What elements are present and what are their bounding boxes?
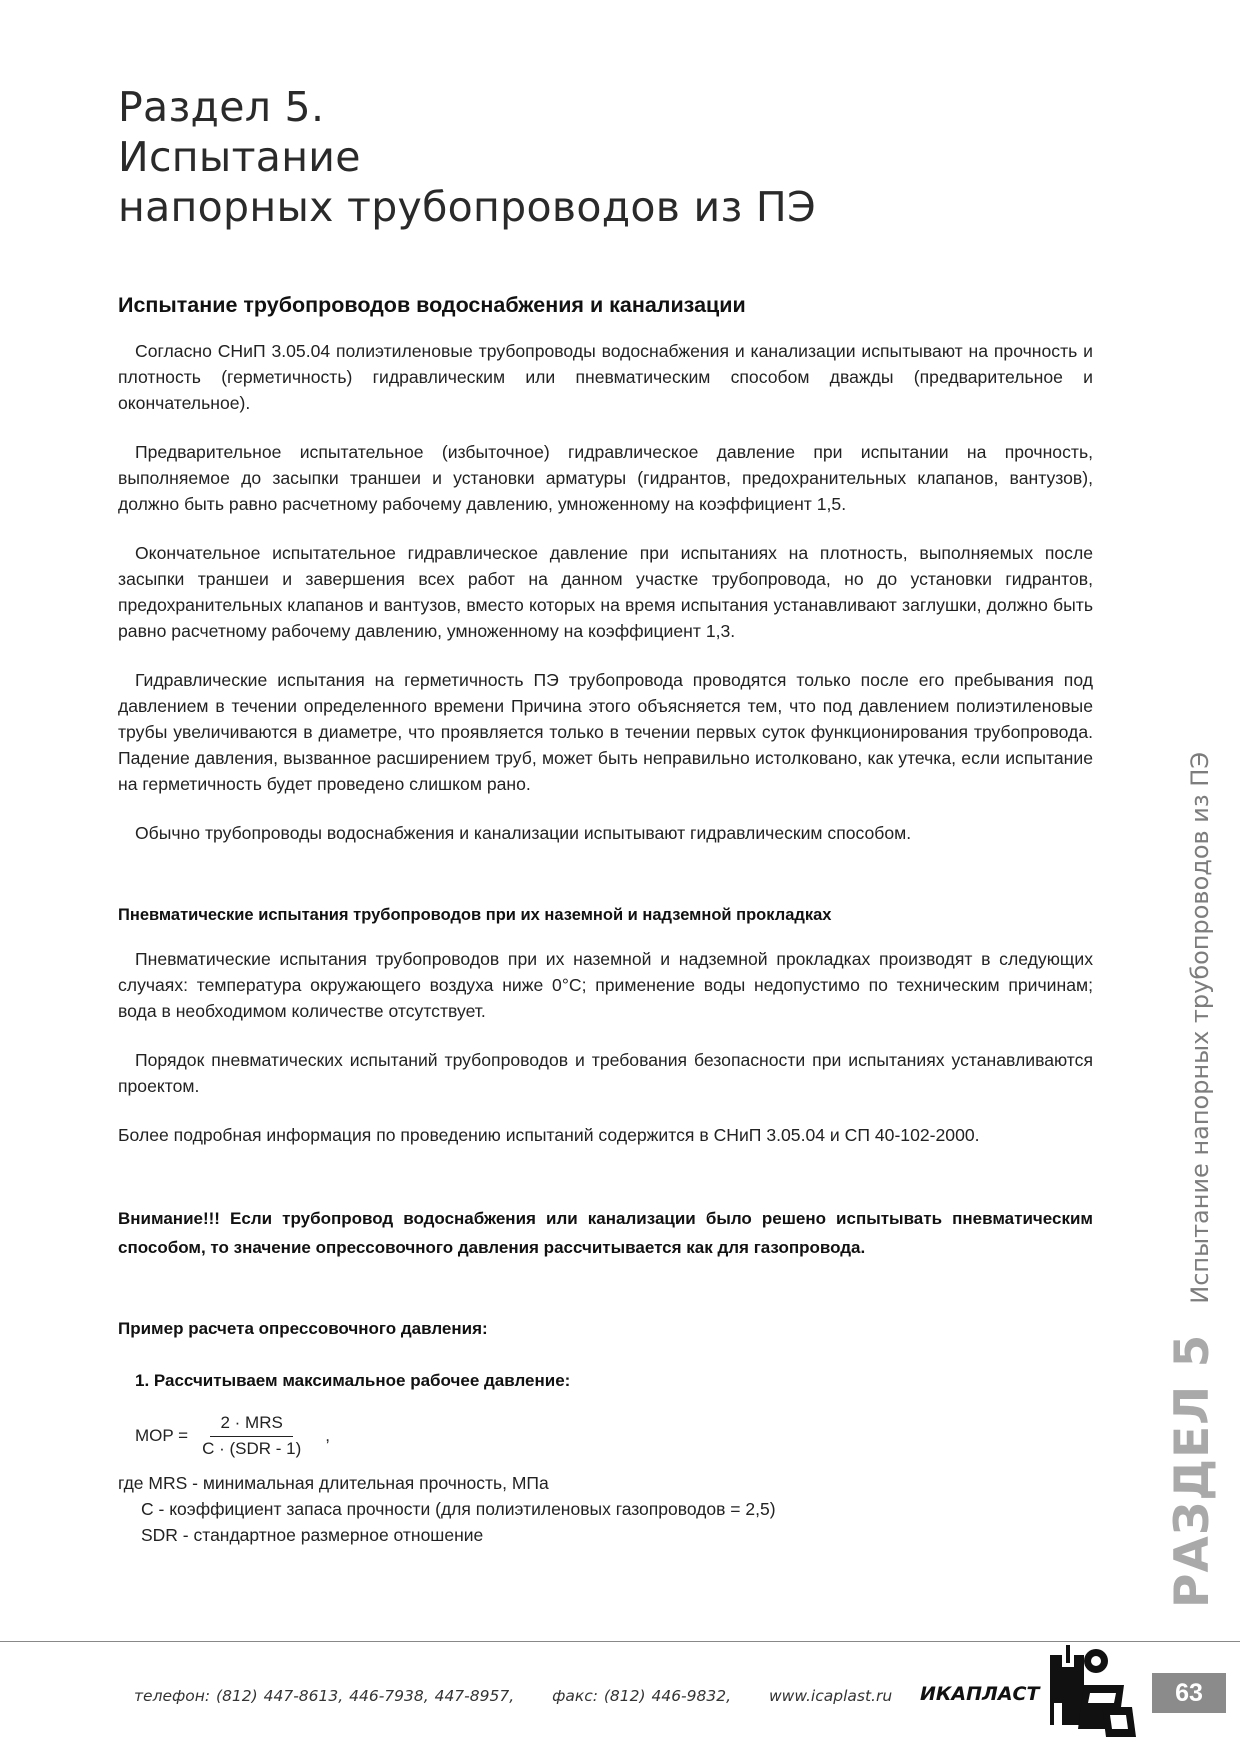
paragraph: Пневматические испытания трубопроводов при их наземной и надземной прокладках производят в следующих случаях: температура окружающего воздуха ниже 0°С; применение воды недопустимо по техническим причинам; вода в необходимом количестве отсутствует. (118, 949, 1093, 1021)
more-info-paragraph: Более подробная информация по проведению испытаний содержится в СНиП 3.05.04 и СП 40-102-2000. (118, 1125, 980, 1145)
side-section-number: РАЗДЕЛ 5 (1165, 1333, 1220, 1608)
footer-contacts (134, 1687, 924, 1705)
paragraph: Порядок пневматических испытаний трубопроводов и требования безопасности при испытаниях устанавливаются проектом. (118, 1050, 1093, 1096)
footer-divider (0, 1641, 1240, 1642)
paragraph: Согласно СНиП 3.05.04 полиэтиленовые трубопроводы водоснабжения и канализации испытывают на прочность и плотность (герметичность) гидравлическим или пневматическим способом дважды (предварительное и окончательное). (118, 341, 1093, 413)
section-heading: Испытание трубопроводов водоснабжения и канализации (118, 293, 746, 317)
definition-item: SDR - стандартное размерное отношение (141, 1525, 484, 1545)
formula-lhs: MOP = (135, 1426, 189, 1445)
paragraph: Обычно трубопроводы водоснабжения и канализации испытывают гидравлическим способом. (135, 823, 912, 843)
step-heading: 1. Рассчитываем максимальное рабочее давление: (135, 1371, 571, 1390)
formula-fraction (192, 1412, 311, 1460)
side-section-label (1165, 752, 1220, 1608)
formula-numerator: 2 · MRS (210, 1412, 292, 1437)
main-content (118, 292, 1093, 1548)
paragraph: Окончательное испытательное гидравлическое давление при испытаниях на плотность, выполняемых после засыпки траншеи и завершения всех работ на данном участке трубопровода, но до установки гидрантов, предохранительных клапанов и вантузов, вместо которых на время испытания устанавливают заглушки, должно быть равно расчетному рабочему давлению, умноженному на коэффициент 1,3. (118, 543, 1093, 641)
definition-item: C - коэффициент запаса прочности (для полиэтиленовых газопроводов = 2,5) (141, 1499, 776, 1519)
example-heading: Пример расчета опрессовочного давления: (118, 1319, 488, 1338)
mop-formula (135, 1412, 1093, 1460)
warning-note: Внимание!!! Если трубопровод водоснабжения или канализации было решено испытывать пневматическим способом, то значение опрессовочного давления рассчитывается как для газопровода. (118, 1209, 1093, 1257)
formula-denominator: C · (SDR - 1) (202, 1439, 302, 1458)
footer-fax: факс: (812) 446-9832, (552, 1687, 732, 1705)
page-title (118, 82, 816, 232)
page-number-badge: 63 (1152, 1673, 1226, 1713)
formula-tail: , (325, 1426, 330, 1445)
paragraph: Гидравлические испытания на герметичность ПЭ трубопровода проводятся только после его пребывания под давлением в течении определенного времени Причина этого объясняется тем, что под давлением полиэтиленовые трубы увеличиваются в диаметре, что проявляется только в течении первых суток функционирования трубопровода. Падение давления, вызванное расширением труб, может быть неправильно истолковано, как утечка, если испытание на герметичность будет проведено слишком рано. (118, 670, 1093, 794)
paragraph: Предварительное испытательное (избыточное) гидравлическое давление при испытании на прочность, выполняемое до засыпки траншеи и установки арматуры (гидрантов, предохранительных клапанов, вантузов), должно быть равно расчетному рабочему давлению, умноженному на коэффициент 1,5. (118, 442, 1093, 514)
definition-item: где MRS - минимальная длительная прочность, МПа (118, 1473, 549, 1493)
brand-name: ИКАПЛАСТ (920, 1683, 1040, 1705)
side-section-title: Испытание напорных трубопроводов из ПЭ (1186, 751, 1214, 1304)
footer-phone: телефон: (812) 447-8613, 446-7938, 447-8957, (134, 1687, 515, 1705)
title-line-3: напорных трубопроводов из ПЭ (118, 183, 816, 231)
title-line-2: Испытание (118, 133, 361, 181)
title-line-1: Раздел 5. (118, 83, 325, 131)
icaplast-logo-icon (1040, 1645, 1140, 1743)
footer-website-link[interactable]: www.icaplast.ru (768, 1687, 893, 1705)
definitions-list (118, 1470, 1093, 1548)
subsection-heading: Пневматические испытания трубопроводов при их наземной и надземной прокладках (118, 906, 832, 924)
